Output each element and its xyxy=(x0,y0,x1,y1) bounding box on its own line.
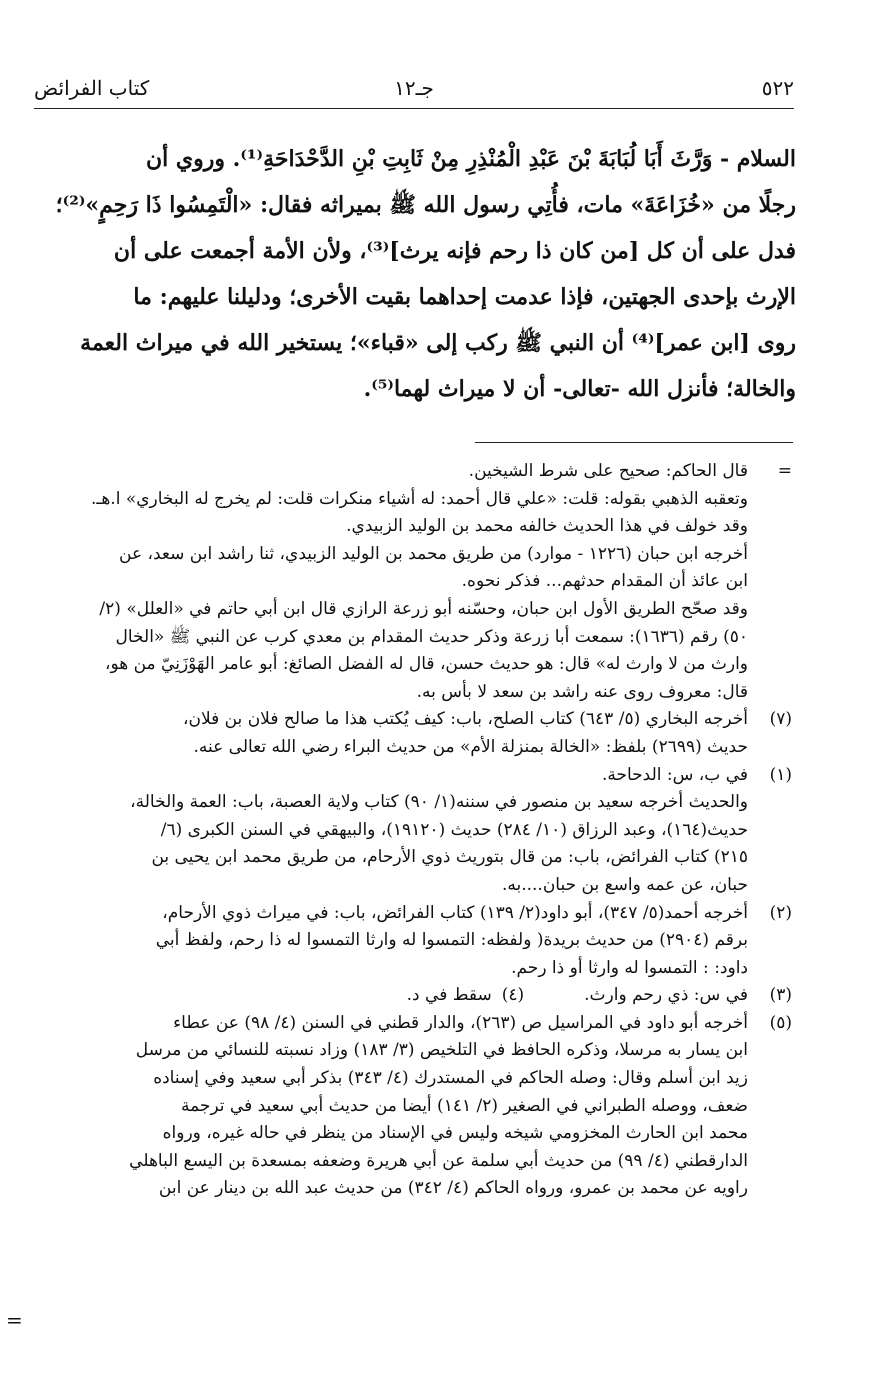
volume-label: جـ١٢ xyxy=(394,76,434,100)
footnote-text xyxy=(30,762,748,900)
footnote xyxy=(30,762,792,900)
footnote-line: ضعف، ووصله الطبراني في الصغير (٢/ ١٤١) أيضا من حديث أبي سعيد في ترجمة xyxy=(180,1095,748,1116)
page-header xyxy=(34,72,794,109)
footnote-line: حبان، عن عمه واسع بن حبان....به. xyxy=(501,874,748,895)
footnote-line: أخرجه أبو داود في المراسيل ص (٢٦٣)، والدار قطني في السنن (٤/ ٩٨) عن عطاء xyxy=(173,1012,748,1033)
footnote-line: محمد ابن الحارث المخزومي شيخه وليس في الإسناد من ينظر في حاله غيره، ورواه xyxy=(162,1123,748,1144)
footnote-number: (١) xyxy=(769,764,792,785)
footnote-line: الدارقطني (٤/ ٩٩) من حديث أبي سلمة عن أبي هريرة وضعفه بمسعدة بن اليسع الباهلي xyxy=(129,1150,748,1171)
footnote-line: داود: : التمسوا له وارثا أو ذا رحم. xyxy=(511,957,748,978)
footnote-number: = xyxy=(777,461,792,481)
footnote-number: (٥) xyxy=(769,1012,792,1033)
footnote-line: وارث من لا وارث له» قال: هو حديث حسن، قال له الفضل الصائغ: أبو عامر الهَوْزَنِيّ من هو، xyxy=(104,654,748,675)
main-line: الإرث بإحدى الجهتين، فإذا عدمت إحداهما بقيت الأخرى؛ ودليلنا عليهم: ما xyxy=(133,284,796,310)
footnote xyxy=(30,900,792,983)
footnote xyxy=(30,1010,792,1203)
footnote-line: ابن يسار به مرسلا، وذكره الحافظ في التلخيص (٣/ ١٨٣) وزاد نسبته للنسائي من مرسل xyxy=(135,1040,748,1061)
footnote-line: أخرجه ابن حبان (١٢٢٦ - موارد) من طريق محمد بن الوليد الزبيدي، ثنا راشد ابن سعد، عن xyxy=(119,543,748,564)
footnote-line: حديث(١٦٤)، وعبد الرزاق (١٠/ ٢٨٤) حديث (١٩١٢٠)، والبيهقي في السنن الكبرى (٦/ xyxy=(160,819,748,840)
footnote-number: (٤) xyxy=(501,985,525,1006)
footnote xyxy=(30,458,792,706)
footnote-line: قال: معروف روى عنه راشد بن سعد لا بأس به. xyxy=(416,681,748,702)
main-line: روى [ابن عمر]⁽⁴⁾ أن النبي ﷺ ركب إلى «قباء»؛ يستخير الله في ميراث العمة xyxy=(80,330,796,356)
footnote-line: ٢١٥) كتاب الفرائض، باب: من قال بتوريث ذوي الأرحام، من طريق محمد ابن يحيى بن xyxy=(151,847,748,868)
footnote-line: سقط في د. xyxy=(406,985,492,1006)
main-line: فدل على أن كل [من كان ذا رحم فإنه يرث]⁽³⁾، ولأن الأمة أجمعت على أن xyxy=(113,238,796,264)
footnote-line: حديث (٢٦٩٩) بلفظ: «الخالة بمنزلة الأم» من حديث البراء رضي الله تعالى عنه. xyxy=(193,736,748,757)
footnote-line: ابن عائذ أن المقدام حدثهم... فذكر نحوه. xyxy=(461,571,748,592)
footnote-line: وقد صحّح الطريق الأول ابن حبان، وحسّنه أبو زرعة الرازي قال ابن أبي حاتم في «العلل» (٢/ xyxy=(99,598,748,619)
footnote-line: أخرجه البخاري (٥/ ٦٤٣) كتاب الصلح، باب: كيف يُكتب هذا ما صالح فلان بن فلان، xyxy=(182,709,748,730)
footnote-line: والحديث أخرجه سعيد بن منصور في سننه(١/ ٩٠) كتاب ولاية العصبة، باب: العمة والخالة، xyxy=(130,792,748,813)
main-line: رجلًا من «خُزَاعَةَ» مات، فأُتِي رسول الله ﷺ بميراثه فقال: «الْتَمِسُوا ذَا رَحِمٍ»⁽²⁾؛ xyxy=(55,192,796,218)
footnote-pair xyxy=(30,982,748,1010)
footnote-text xyxy=(30,458,748,706)
main-line: السلام - وَرَّثَ أَبَا لُبَابَةَ بْنَ عَبْدِ الْمُنْذِرِ مِنْ ثَابِتِ بْنِ الدَّحْدَاحَةِ⁽¹⁾. وروي أن xyxy=(145,146,796,172)
footnote-number: (٣) xyxy=(769,985,792,1006)
footnote-line: في ب، س: الدحاحة. xyxy=(601,764,748,785)
footnote-text xyxy=(30,900,748,983)
footnote xyxy=(30,706,792,761)
footnote-line: برقم (٢٩٠٤) من حديث بريدة( ولفظه: التمسوا له وارثا التمسوا له ذا رحم، ولفظ أبي xyxy=(155,930,748,951)
footnote-line: وتعقبه الذهبي بقوله: قلت: «علي قال أحمد: له أشياء منكرات قلت: لم يخرج له البخاري» ا.هـ. xyxy=(90,488,748,509)
footnote-text xyxy=(30,1010,748,1203)
footnote xyxy=(30,982,792,1010)
main-line: والخالة؛ فأنزل الله -تعالى- أن لا ميراث لهما⁽⁵⁾. xyxy=(363,376,796,402)
footnote-separator xyxy=(475,442,793,443)
footnote-line: وقد خولف في هذا الحديث خالفه محمد بن الوليد الزبيدي. xyxy=(346,516,748,537)
footnote-line: ٥٠) رقم (١٦٣٦): سمعت أبا زرعة وذكر حديث المقدام بن معدي كرب عن النبي ﷺ «الخال xyxy=(115,626,748,647)
footnote-line: زيد ابن أسلم وقال: وصله الحاكم في المستدرك (٤/ ٣٤٣) بذكر أبي سعيد وفي إسناده xyxy=(153,1068,748,1089)
footnote-line: في س: ذي رحم وارث. xyxy=(584,985,748,1006)
book-title: كتاب الفرائض xyxy=(34,76,150,100)
footnote-line: قال الحاكم: صحيح على شرط الشيخين. xyxy=(468,461,748,481)
footnote-line: أخرجه أحمد(٥/ ٣٤٧)، أبو داود(٢/ ١٣٩) كتاب الفرائض، باب: في ميراث ذوي الأرحام، xyxy=(162,902,748,923)
footnote-number: (٧) xyxy=(769,709,792,730)
footnote-text xyxy=(30,706,748,761)
main-text xyxy=(34,136,796,412)
footnote-line: راويه عن محمد بن عمرو، ورواه الحاكم (٤/ ٣٤٢) من حديث عبد الله بن دينار عن ابن xyxy=(158,1178,748,1199)
footnote-number: (٢) xyxy=(769,902,792,923)
footnotes xyxy=(30,458,792,1203)
continuation-mark: = xyxy=(6,1308,23,1332)
page-number: ٥٢٢ xyxy=(761,76,794,100)
